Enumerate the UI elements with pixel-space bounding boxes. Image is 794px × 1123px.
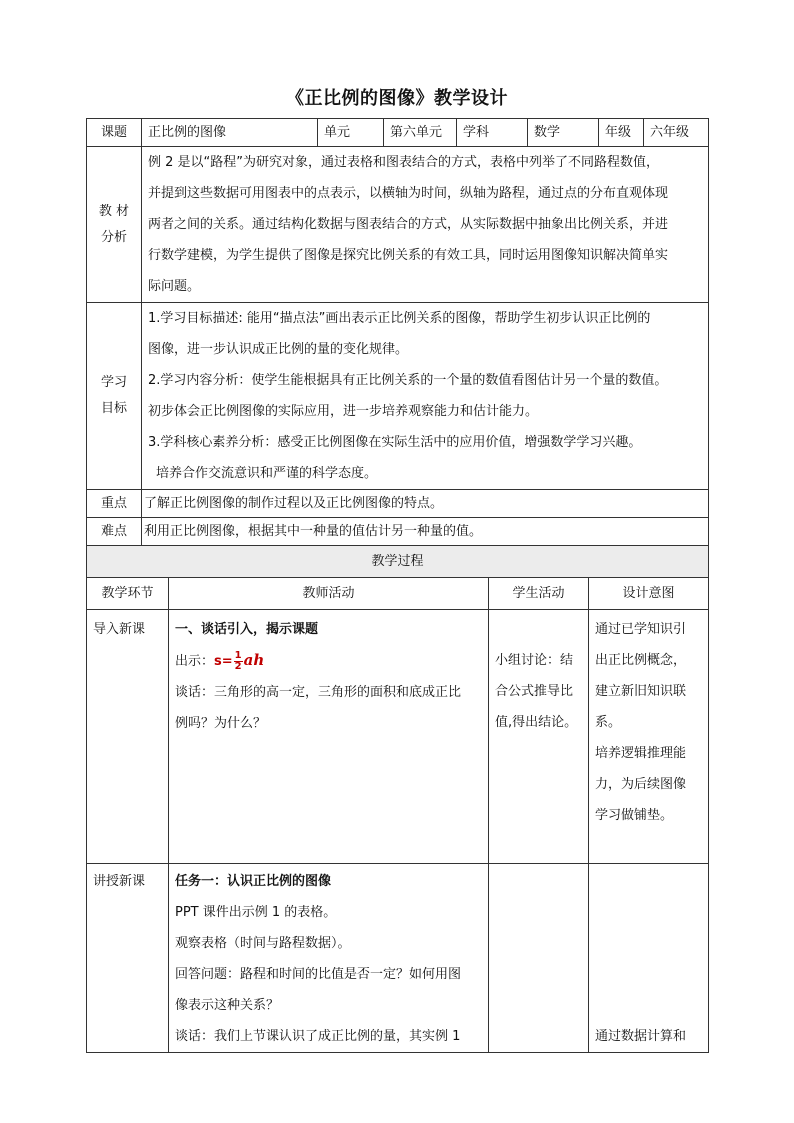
formula-line: 出示：s= $\frac{1}{2}$ ah [175,650,265,672]
grade-value: 六年级 [644,119,709,147]
document-title: 《正比例的图像》教学设计 [286,88,508,109]
teaching-process-table [86,545,709,1053]
difficult-point-label: 难点 [87,518,142,546]
process-row-intro [87,610,709,864]
teacher-activity-intro: 一、谈话引入，揭示课题 出示：s= $\frac{1}{2}$ ah 谈话：三角形的高一定，三角形的面积和底成正比 例吗？为什么？ [169,610,489,864]
learning-goals-row [87,303,709,490]
material-analysis-label: 教 材 分析 [87,147,142,303]
subject-label: 学科 [457,119,528,147]
learning-goals-content: 1.学习目标描述: 能用“描点法”画出表示正比例关系的图像，帮助学生初步认识正比例的 图像，进一步认识成正比例的量的变化规律。 2.学习内容分析：使学生能根据具有正比例关系的一个量的数值看图估计另一个量的数值。 初步体会正比例图像的实际应用，进一步培养观察能力和估计能力。 3.学科核心素养分析：感受正比例图像在实际生活中的应用价值，增强数学学习兴趣。 培养合作交流意识和严谨的科学态度。 [142,303,709,490]
topic-value: 正比例的图像 [142,119,318,147]
grade-label: 年级 [599,119,644,147]
difficult-point-row [87,518,709,546]
topic-row [87,119,709,147]
key-point-label: 重点 [87,490,142,518]
learning-goals-label: 学习 目标 [87,303,142,490]
formula-fraction: $\frac{1}{2}$ [234,650,242,672]
process-section-row [87,546,709,578]
stage-intro: 导入新课 [87,610,169,864]
design-intent-intro: 通过已学知识引 出正比例概念， 建立新旧知识联 系。 培养逻辑推理能 力，为后续图像 学习做铺垫。 [589,610,709,864]
unit-value: 第六单元 [384,119,457,147]
material-analysis-content: 例 2 是以“路程”为研究对象，通过表格和图表结合的方式，表格中列举了不同路程数值， 并提到这些数据可用图表中的点表示，以横轴为时间，纵轴为路程，通过点的分布直观体现 两者之间的关系。通过结构化数据与图表结合的方式，从实际数据中抽象出比例关系，并进 行数学建模，为学生提供了图像是探究比例关系的有效工具，同时运用图像知识解决简单实 际问题。 [142,147,709,303]
material-analysis-row [87,147,709,303]
header-teacher: 教师活动 [169,578,489,610]
student-activity-new-lesson [489,864,589,1053]
header-stage: 教学环节 [87,578,169,610]
difficult-point-value: 利用正比例图像，根据其中一种量的值估计另一种量的值。 [142,518,709,546]
stage-new-lesson: 讲授新课 [87,864,169,1053]
header-intent: 设计意图 [589,578,709,610]
process-section-title: 教学过程 [87,546,709,578]
lesson-info-table [86,118,709,546]
design-intent-new-lesson: 通过数据计算和 [589,864,709,1053]
student-activity-intro: 小组讨论：结 合公式推导比 值,得出结论。 [489,610,589,864]
process-row-new-lesson [87,864,709,1053]
key-point-row [87,490,709,518]
key-point-value: 了解正比例图像的制作过程以及正比例图像的特点。 [142,490,709,518]
header-student: 学生活动 [489,578,589,610]
topic-label: 课题 [87,119,142,147]
teacher-activity-new-lesson: 任务一：认识正比例的图像 PPT 课件出示例 1 的表格。 观察表格（时间与路程数据）。 回答问题：路程和时间的比值是否一定？如何用图 像表示这种关系？ 谈话：我们上节课认识了成正比例的量，其实例 1 [169,864,489,1053]
unit-label: 单元 [318,119,384,147]
process-header-row [87,578,709,610]
subject-value: 数学 [528,119,599,147]
